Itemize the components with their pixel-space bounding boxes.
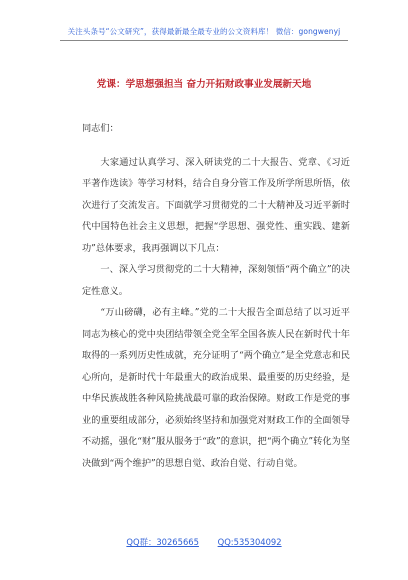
header-divider: [60, 40, 348, 41]
header-note: 关注头条号“公文研究”，获得最新最全最专业的公文资料库！ 微信：gongwenyj: [67, 27, 341, 36]
qq-contact-link[interactable]: QQ:535304092: [217, 537, 282, 547]
paragraph: 大家通过认真学习、深入研读党的二十大报告、党章、《习近平著作选读》等学习材料，结合自身分管工作及所学所思所悟，依次进行了交流发言。下面就学习贯彻党的二十大精神及习近平新时代中国特色社会主义思想，把握“学思想、强党性、重实践、建新功”总体要求，我再强调以下几点：: [82, 156, 350, 254]
greeting: 同志们：: [82, 123, 119, 134]
document-title: 党课：学思想强担当 奋力开拓财政事业发展新天地: [96, 79, 312, 90]
qq-group-link[interactable]: QQ群：30265665: [126, 537, 199, 547]
document-body: [82, 118, 350, 474]
footer-contact: [0, 536, 408, 548]
paragraph: “万山磅礴，必有主峰。”党的二十大报告全面总结了以习近平同志为核心的党中央团结带领全党全军全国各族人民在新时代十年取得的一系列历史性成就，充分证明了“两个确立”是全党意志和民心所向，是新时代十年最重大的政治成果、最重要的历史经验，是中华民族战胜各种风险挑战最可靠的政治保障。财政工作是党的事业的重要组成部分，必须始终坚持和加强党对财政工作的全面领导不动摇，强化“财”服从服务于“政”的意识，把“两个确立”转化为坚决做到“两个维护”的思想自觉、政治自觉、行动自觉。: [82, 307, 350, 469]
paragraph: 一、深入学习贯彻党的二十大精神，深刻领悟“两个确立”的决定性意义。: [82, 264, 350, 297]
